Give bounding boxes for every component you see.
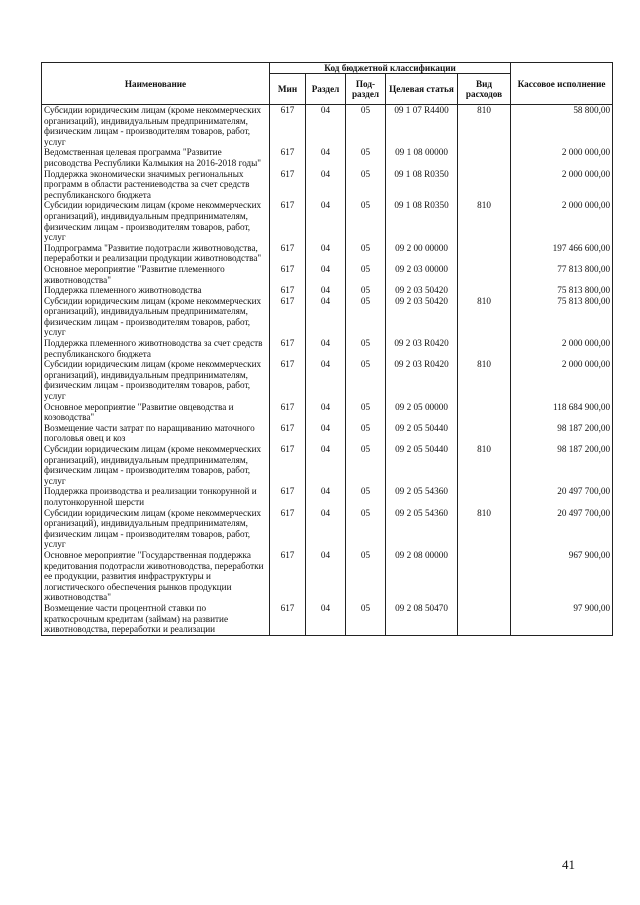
cell-min: 617 (270, 550, 306, 603)
cell-amount: 98 187 200,00 (511, 423, 613, 444)
table-row (42, 105, 613, 148)
cell-expense-type: 810 (458, 359, 511, 401)
cell-expense-type (458, 264, 511, 285)
page-number: 41 (562, 857, 575, 872)
cell-target: 09 2 05 54360 (386, 486, 458, 507)
cell-razdel: 04 (306, 402, 346, 423)
cell-min: 617 (270, 147, 306, 168)
cell-min: 617 (270, 486, 306, 507)
cell-min: 617 (270, 264, 306, 285)
cell-name: Основное мероприятие "Развитие овцеводства и козоводства" (42, 402, 270, 423)
header-min: Мин (270, 74, 306, 105)
cell-target: 09 1 07 R4400 (386, 105, 458, 148)
cell-amount: 20 497 700,00 (511, 486, 613, 507)
cell-podrazdel: 05 (346, 169, 386, 201)
cell-razdel: 04 (306, 169, 346, 201)
cell-podrazdel: 05 (346, 603, 386, 635)
cell-target: 09 2 05 00000 (386, 402, 458, 423)
cell-name: Поддержка племенного животноводства за счет средств республиканского бюджета (42, 338, 270, 359)
cell-podrazdel: 05 (346, 402, 386, 423)
cell-target: 09 1 08 R0350 (386, 200, 458, 242)
cell-razdel: 04 (306, 105, 346, 148)
cell-target: 09 2 03 00000 (386, 264, 458, 285)
cell-target: 09 2 05 54360 (386, 508, 458, 550)
cell-razdel: 04 (306, 550, 346, 603)
table-row (42, 444, 613, 486)
cell-name: Поддержка экономически значимых региональных программ в области растениеводства за счет средств республиканского бюджета (42, 169, 270, 201)
cell-min: 617 (270, 603, 306, 635)
header-target: Целевая статья (386, 74, 458, 105)
cell-target: 09 2 05 50440 (386, 444, 458, 486)
cell-razdel: 04 (306, 285, 346, 296)
cell-amount: 20 497 700,00 (511, 508, 613, 550)
cell-target: 09 1 08 00000 (386, 147, 458, 168)
table-row (42, 486, 613, 507)
cell-razdel: 04 (306, 603, 346, 635)
cell-expense-type (458, 338, 511, 359)
cell-amount: 2 000 000,00 (511, 200, 613, 242)
cell-min: 617 (270, 423, 306, 444)
cell-razdel: 04 (306, 264, 346, 285)
cell-amount: 2 000 000,00 (511, 359, 613, 401)
cell-razdel: 04 (306, 423, 346, 444)
table-body (42, 105, 613, 636)
cell-target: 09 1 08 R0350 (386, 169, 458, 201)
cell-amount: 77 813 800,00 (511, 264, 613, 285)
cell-amount: 2 000 000,00 (511, 147, 613, 168)
cell-name: Возмещение части процентной ставки по краткосрочным кредитам (займам) на развитие животноводства, переработки и реализации (42, 603, 270, 635)
cell-target: 09 2 03 50420 (386, 296, 458, 338)
header-razdel: Раздел (306, 74, 346, 105)
cell-razdel: 04 (306, 243, 346, 264)
cell-razdel: 04 (306, 296, 346, 338)
table-row (42, 550, 613, 603)
cell-min: 617 (270, 508, 306, 550)
cell-podrazdel: 05 (346, 359, 386, 401)
cell-target: 09 2 03 R0420 (386, 359, 458, 401)
cell-target: 09 2 03 50420 (386, 285, 458, 296)
cell-podrazdel: 05 (346, 338, 386, 359)
cell-name: Поддержка производства и реализации тонкорунной и полутонкорунной шерсти (42, 486, 270, 507)
cell-podrazdel: 05 (346, 486, 386, 507)
cell-amount: 75 813 800,00 (511, 285, 613, 296)
cell-amount: 967 900,00 (511, 550, 613, 603)
cell-expense-type (458, 402, 511, 423)
cell-target: 09 2 03 R0420 (386, 338, 458, 359)
header-expense-type: Вид расходов (458, 74, 511, 105)
cell-expense-type: 810 (458, 200, 511, 242)
cell-amount: 97 900,00 (511, 603, 613, 635)
cell-expense-type (458, 423, 511, 444)
header-podrazdel: Под-раздел (346, 74, 386, 105)
cell-amount: 197 466 600,00 (511, 243, 613, 264)
cell-min: 617 (270, 359, 306, 401)
cell-min: 617 (270, 444, 306, 486)
cell-razdel: 04 (306, 200, 346, 242)
cell-podrazdel: 05 (346, 105, 386, 148)
cell-amount: 58 800,00 (511, 105, 613, 148)
table-row (42, 147, 613, 168)
table-row (42, 296, 613, 338)
table-row (42, 200, 613, 242)
cell-razdel: 04 (306, 338, 346, 359)
cell-podrazdel: 05 (346, 508, 386, 550)
table-row (42, 508, 613, 550)
cell-expense-type (458, 486, 511, 507)
cell-amount: 98 187 200,00 (511, 444, 613, 486)
cell-podrazdel: 05 (346, 264, 386, 285)
cell-name: Субсидии юридическим лицам (кроме некоммерческих организаций), индивидуальным предпринимателям, физическим лицам - производителям товаров, работ, услуг (42, 508, 270, 550)
cell-min: 617 (270, 338, 306, 359)
cell-name: Субсидии юридическим лицам (кроме некоммерческих организаций), индивидуальным предпринимателям, физическим лицам - производителям товаров, работ, услуг (42, 359, 270, 401)
table-row (42, 285, 613, 296)
cell-razdel: 04 (306, 486, 346, 507)
header-amount: Кассовое исполнение (511, 63, 613, 105)
cell-podrazdel: 05 (346, 423, 386, 444)
cell-razdel: 04 (306, 508, 346, 550)
cell-expense-type (458, 285, 511, 296)
cell-podrazdel: 05 (346, 444, 386, 486)
cell-target: 09 2 05 50440 (386, 423, 458, 444)
cell-min: 617 (270, 285, 306, 296)
table-row (42, 423, 613, 444)
cell-expense-type (458, 169, 511, 201)
cell-min: 617 (270, 200, 306, 242)
cell-razdel: 04 (306, 359, 346, 401)
cell-expense-type: 810 (458, 105, 511, 148)
header-code-group: Код бюджетной классификации (270, 63, 511, 74)
cell-min: 617 (270, 243, 306, 264)
table-row (42, 243, 613, 264)
cell-podrazdel: 05 (346, 296, 386, 338)
cell-expense-type (458, 550, 511, 603)
table-row (42, 264, 613, 285)
table-row (42, 603, 613, 635)
cell-podrazdel: 05 (346, 243, 386, 264)
cell-amount: 2 000 000,00 (511, 169, 613, 201)
cell-target: 09 2 00 00000 (386, 243, 458, 264)
cell-name: Подпрограмма "Развитие подотрасли животноводства, переработки и реализации продукции животноводства" (42, 243, 270, 264)
cell-name: Ведомственная целевая программа "Развитие рисоводства Республики Калмыкия на 2016-2018 годы" (42, 147, 270, 168)
cell-name: Субсидии юридическим лицам (кроме некоммерческих организаций), индивидуальным предпринимателям, физическим лицам - производителям товаров, работ, услуг (42, 200, 270, 242)
cell-amount: 75 813 800,00 (511, 296, 613, 338)
cell-expense-type (458, 147, 511, 168)
cell-min: 617 (270, 402, 306, 423)
header-name: Наименование (42, 63, 270, 105)
cell-amount: 118 684 900,00 (511, 402, 613, 423)
cell-min: 617 (270, 296, 306, 338)
table-row (42, 169, 613, 201)
table-row (42, 402, 613, 423)
cell-amount: 2 000 000,00 (511, 338, 613, 359)
cell-podrazdel: 05 (346, 147, 386, 168)
table-row (42, 338, 613, 359)
cell-min: 617 (270, 105, 306, 148)
cell-name: Основное мероприятие "Развитие племенного животноводства" (42, 264, 270, 285)
cell-expense-type: 810 (458, 296, 511, 338)
cell-name: Субсидии юридическим лицам (кроме некоммерческих организаций), индивидуальным предпринимателям, физическим лицам - производителям товаров, работ, услуг (42, 105, 270, 148)
cell-name: Основное мероприятие "Государственная поддержка кредитования подотрасли животноводства, переработки ее продукции, развития инфраструктуры и логистического обеспечения рынков продукции животноводства" (42, 550, 270, 603)
cell-expense-type (458, 603, 511, 635)
table-header (42, 63, 613, 105)
cell-podrazdel: 05 (346, 200, 386, 242)
cell-name: Субсидии юридическим лицам (кроме некоммерческих организаций), индивидуальным предпринимателям, физическим лицам - производителям товаров, работ, услуг (42, 444, 270, 486)
cell-razdel: 04 (306, 444, 346, 486)
cell-razdel: 04 (306, 147, 346, 168)
cell-name: Возмещение части затрат по наращиванию маточного поголовья овец и коз (42, 423, 270, 444)
cell-expense-type (458, 243, 511, 264)
cell-expense-type: 810 (458, 444, 511, 486)
cell-name: Субсидии юридическим лицам (кроме некоммерческих организаций), индивидуальным предпринимателям, физическим лицам - производителям товаров, работ, услуг (42, 296, 270, 338)
table-row (42, 359, 613, 401)
cell-target: 09 2 08 00000 (386, 550, 458, 603)
cell-podrazdel: 05 (346, 285, 386, 296)
cell-expense-type: 810 (458, 508, 511, 550)
cell-name: Поддержка племенного животноводства (42, 285, 270, 296)
cell-podrazdel: 05 (346, 550, 386, 603)
budget-table (41, 62, 613, 636)
cell-min: 617 (270, 169, 306, 201)
cell-target: 09 2 08 50470 (386, 603, 458, 635)
